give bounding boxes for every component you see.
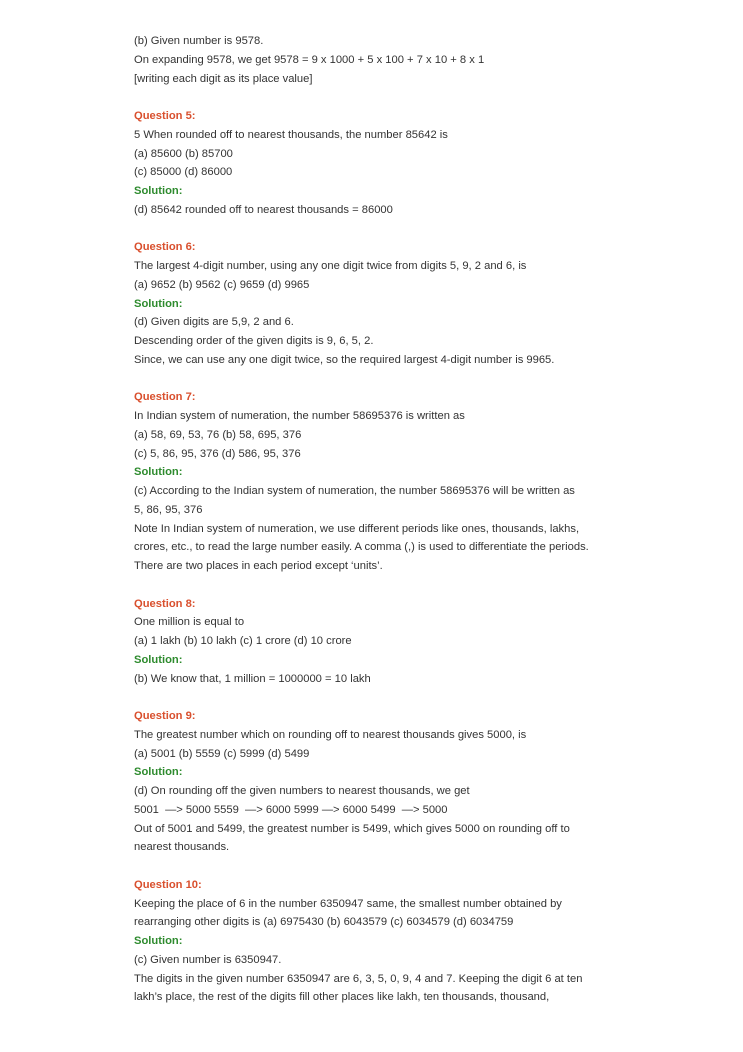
- question-text: 5 When rounded off to nearest thousands, the number 85642 is: [134, 128, 448, 141]
- question-heading: Question 6:: [134, 241, 196, 254]
- solution-text: Since, we can use any one digit twice, so the required largest 4-digit number is 9965.: [134, 353, 555, 366]
- solution-text: (c) Given number is 6350947.: [134, 953, 282, 966]
- solution-text: The digits in the given number 6350947 are 6, 3, 5, 0, 9, 4 and 7. Keeping the digit 6 at ten: [134, 972, 583, 985]
- question-options: (a) 5001 (b) 5559 (c) 5999 (d) 5499: [134, 747, 310, 760]
- question-text: In Indian system of numeration, the number 58695376 is written as: [134, 410, 465, 422]
- solution-heading: Solution:: [134, 935, 183, 947]
- question-options: (c) 5, 86, 95, 376 (d) 586, 95, 376: [134, 447, 301, 460]
- question-8: [134, 595, 634, 689]
- question-heading: Question 10:: [134, 878, 202, 891]
- solution-heading: Solution:: [134, 466, 183, 479]
- solution-text: 5001 —> 5000 5559 —> 6000 5999 —> 6000 5499 —> 5000: [134, 803, 448, 816]
- question-options: (a) 58, 69, 53, 76 (b) 58, 695, 376: [134, 428, 302, 441]
- solution-text: lakh’s place, the rest of the digits fill other places like lakh, ten thousands, thousand,: [134, 991, 550, 1004]
- question-heading: Question 5:: [134, 110, 196, 122]
- solution-heading: Solution:: [134, 297, 183, 310]
- question-options: (a) 85600 (b) 85700: [134, 147, 233, 160]
- solution-text: (d) Given digits are 5,9, 2 and 6.: [134, 316, 294, 329]
- question-heading: Question 7:: [134, 391, 196, 404]
- solution-text: There are two places in each period except ‘units’.: [134, 560, 383, 572]
- text-line: [writing each digit as its place value]: [134, 72, 313, 85]
- question-options: rearranging other digits is (a) 6975430 (b) 6043579 (c) 6034579 (d) 6034759: [134, 916, 514, 929]
- question-9: [134, 707, 634, 857]
- question-options: (a) 9652 (b) 9562 (c) 9659 (d) 9965: [134, 278, 310, 291]
- solution-text: Out of 5001 and 5499, the greatest number is 5499, which gives 5000 on rounding off to: [134, 822, 570, 835]
- question-5: [134, 107, 634, 220]
- solution-text: (b) We know that, 1 million = 1000000 = 10 lakh: [134, 672, 371, 685]
- question-heading: Question 9:: [134, 710, 196, 722]
- solution-text: nearest thousands.: [134, 841, 230, 854]
- solution-text: Descending order of the given digits is 9, 6, 5, 2.: [134, 335, 374, 347]
- question-10: [134, 876, 634, 1007]
- solution-heading: Solution:: [134, 185, 183, 197]
- solution-text: crores, etc., to read the large number easily. A comma (,) is used to differentiate the periods.: [134, 541, 589, 554]
- intro-block: [134, 32, 634, 88]
- solution-heading: Solution:: [134, 653, 183, 666]
- solution-text: (d) On rounding off the given numbers to nearest thousands, we get: [134, 785, 470, 797]
- question-options: (a) 1 lakh (b) 10 lakh (c) 1 crore (d) 10 crore: [134, 635, 352, 647]
- question-6: [134, 238, 634, 369]
- question-7: [134, 388, 634, 576]
- question-text: Keeping the place of 6 in the number 6350947 same, the smallest number obtained by: [134, 897, 562, 910]
- solution-text: 5, 86, 95, 376: [134, 503, 203, 516]
- solution-text: Note In Indian system of numeration, we use different periods like ones, thousands, lakhs,: [134, 522, 580, 535]
- solution-text: (d) 85642 rounded off to nearest thousands = 86000: [134, 203, 393, 216]
- text-line: (b) Given number is 9578.: [134, 35, 264, 47]
- question-text: The greatest number which on rounding off to nearest thousands gives 5000, is: [134, 728, 527, 741]
- question-heading: Question 8:: [134, 597, 196, 610]
- question-text: The largest 4-digit number, using any one digit twice from digits 5, 9, 2 and 6, is: [134, 260, 527, 272]
- solution-heading: Solution:: [134, 766, 183, 779]
- document-page: [134, 32, 634, 1007]
- text-line: On expanding 9578, we get 9578 = 9 x 1000 + 5 x 100 + 7 x 10 + 8 x 1: [134, 53, 485, 66]
- question-text: One million is equal to: [134, 616, 245, 629]
- question-options: (c) 85000 (d) 86000: [134, 166, 233, 179]
- solution-text: (c) According to the Indian system of numeration, the number 58695376 will be written as: [134, 485, 575, 497]
